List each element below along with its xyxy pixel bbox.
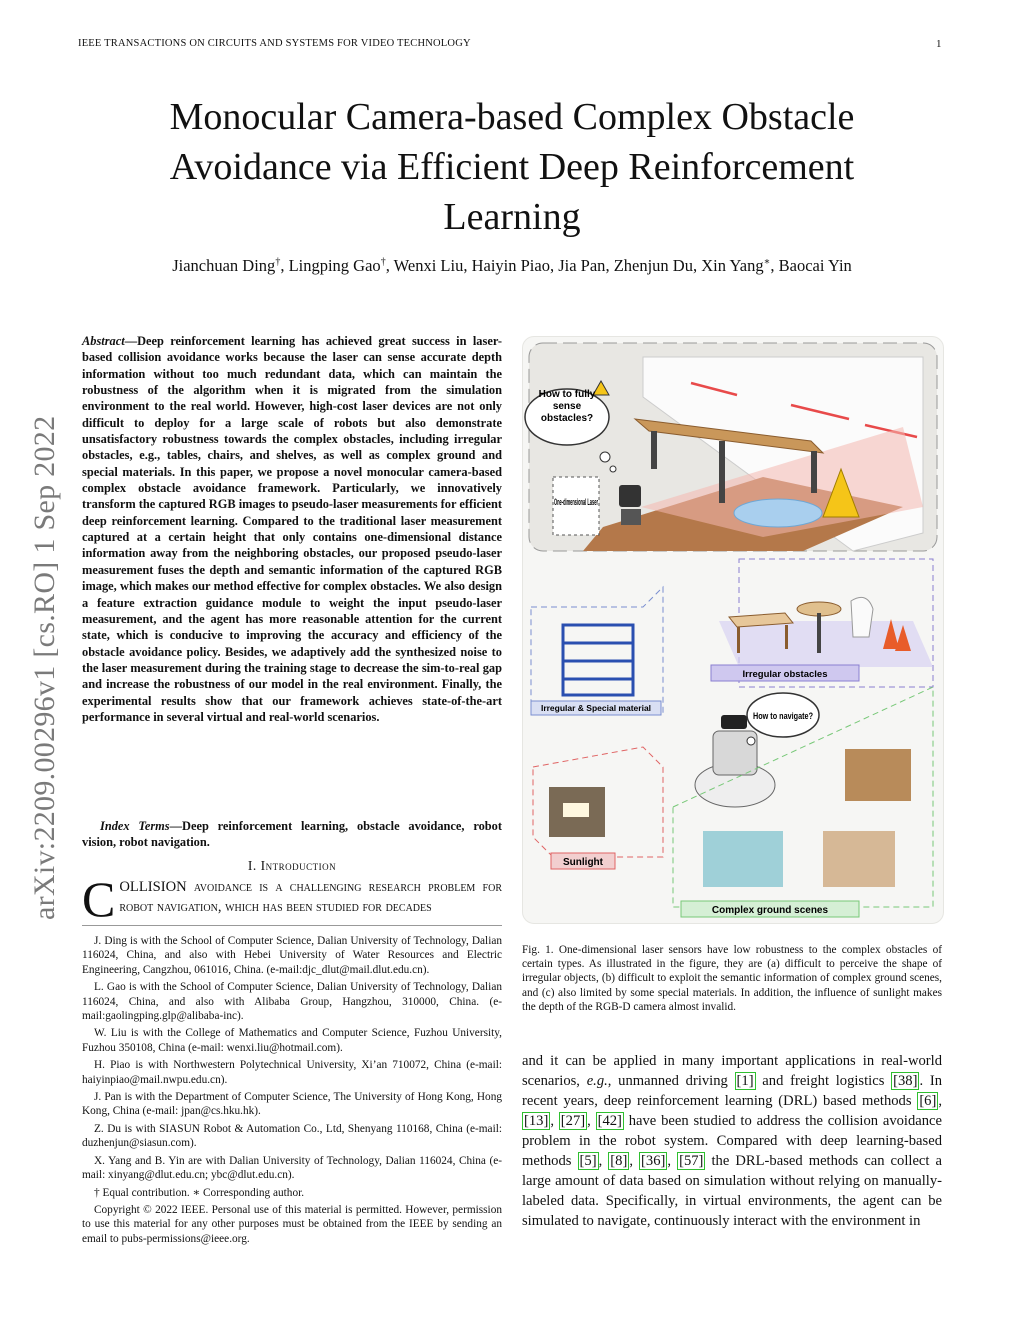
thought-dot — [600, 452, 610, 462]
bubble-sense-line: obstacles? — [540, 413, 594, 424]
citation-link[interactable]: [38] — [893, 1073, 918, 1089]
citation-link[interactable]: [8] — [610, 1153, 628, 1169]
bubble-navigate-text: How to navigate? — [753, 711, 814, 722]
footnote: H. Piao is with Northwestern Polytechnical University, Xi’an 710072, China (e-mail: haiyinpiao@mail.nwpu.edu.cn). — [82, 1059, 502, 1086]
pool-photo — [703, 831, 783, 887]
citation-link[interactable]: [27] — [560, 1113, 586, 1129]
ground-label: Complex ground scenes — [711, 905, 829, 916]
author-name: Haiyin Piao — [471, 256, 550, 275]
table-leg — [811, 451, 817, 493]
bubble-sense-line: sense — [552, 401, 582, 412]
laser-label-text: One-dimensional Laser — [554, 497, 599, 507]
footnote: X. Yang and B. Yin are with Dalian University of Technology, Dalian 116024, China (e-mail: xinyang@dlut.edu.cn; ybc@dlut.edu.cn). — [82, 1154, 502, 1182]
abstract-text: —Deep reinforcement learning has achieved great success in laser-based collision avoidance works because the laser can sense accurate depth information without too much redundant data, which can maintain the robustness of the algorithm when it is migrated from the simulation environment to the real world. However, high-cost laser devices are not only difficult to deploy for a large scale of robots but also demonstrate unsatisfactory robustness towards the complex obstacles, including irregular obstacles, e.g., tables, chairs, and shelves, as well as complex ground and special materials. In this paper, we propose a novel monocular camera-based complex obstacle avoidance framework. Particularly, we innovatively transform the captured RGB images to pseudo-laser measurements for efficient deep reinforcement learning. Compared to the traditional laser measurement captured at a certain height that only contains one-dimensional distance information away from the neighboring obstacles, our proposed pseudo-laser measurement fuses the depth and semantic information of the captured RGB image, which makes our method effective for complex obstacles. We also design a feature extraction guidance module to weight the input pseudo-laser measurement, and the agent has more reasonable attention for the current state, which is conducive to improving the accuracy and efficiency of the obstacle avoidance policy. Besides, we adaptively add the synthesized noise to the laser measurement during the training stage to decrease the sim-to-real gap and increase the robustness of our model in the real environment. Finally, the experimental results show that our framework achieves state-of-the-art performance in several virtual and real-world scenarios. — [82, 334, 502, 724]
running-header: IEEE TRANSACTIONS ON CIRCUITS AND SYSTEMS FOR VIDEO TECHNOLOGY — [78, 38, 471, 49]
body-text: , — [667, 1153, 678, 1169]
index-terms-text: —Deep reinforcement learning, obstacle avoidance, robot vision, robot navigation. — [82, 819, 503, 850]
body-text: , unmanned driving — [607, 1073, 735, 1089]
abstract — [82, 333, 502, 725]
drop-cap: C — [82, 871, 116, 927]
table-pole — [817, 613, 821, 653]
body-text: the DRL-based methods can collect a large amount of data based on simulation without relying on manually-labeled data. Specifically, in virtual environments, the agent can be simulated to navigate, continuously interact with the environment in — [522, 1153, 942, 1229]
caption-text: One-dimensional laser sensors have low robustness to the complex obstacles of certain types. As illustrated in the figure, they are (a) difficult to perceive the shape of irregular objects, (b) difficult to exploit the semantic information of complex ground scenes, and (c) also limited by some special materials. In addition, the influence of sunlight makes the depth of the RGB-D camera almost invalid. — [522, 944, 942, 1013]
author-name: Lingping Gao — [288, 256, 381, 275]
title-line: Avoidance via Efficient Deep Reinforcement — [169, 146, 855, 188]
sunlight-label: Sunlight — [563, 857, 603, 868]
author-name: Jianchuan Ding — [172, 256, 276, 275]
special-label: Irregular & Special material — [540, 703, 652, 713]
index-terms-label: Index Terms — [100, 819, 170, 833]
laser-sensor-base — [621, 509, 641, 525]
caption-label: Fig. 1. — [522, 944, 554, 956]
footnote: J. Pan is with the Department of Computer Science, The University of Hong Kong, Hong Kong, China (e-mail: jpan@cs.hku.hk). — [82, 1091, 502, 1118]
author-name: Xin Yang — [701, 256, 764, 275]
citation-link[interactable]: [42] — [597, 1113, 622, 1129]
arxiv-stamp: arXiv:2209.00296v1 [cs.RO] 1 Sep 2022 — [28, 415, 61, 920]
robot-camera-icon — [721, 715, 747, 729]
author-mark: ∗ — [763, 256, 771, 268]
body-text: and it can be applied in many important applications in real-world scenarios, — [522, 1053, 942, 1089]
figure-illustration — [523, 337, 943, 923]
page-number: 1 — [936, 38, 942, 50]
body-text-em: e.g. — [586, 1073, 608, 1089]
footnote: Z. Du is with SIASUN Robot & Automation Co., Ltd, Shenyang 110168, China (e-mail: duzhenjun@siasun.com). — [82, 1122, 502, 1150]
footnote: J. Ding is with the School of Computer Science, Dalian University of Technology, Dalian 116024, China, and also with Hebei University of Water Resources and Electric Engineering, Cangzhou, 061016, China. (e-mail:djc_dlut@mail.dlut.edu.cn). — [82, 935, 502, 976]
citation-link[interactable]: [1] — [736, 1073, 754, 1089]
body-text: , — [938, 1093, 942, 1109]
footnote: W. Liu is with the College of Mathematics and Computer Science, Fuzhou University, Fuzhou 350108, China (e-mail: wenxi.liu@hotmail.com). — [82, 1027, 502, 1054]
citation-link[interactable]: [13] — [524, 1113, 549, 1129]
figure-caption — [522, 943, 942, 1014]
body-text: , — [587, 1113, 596, 1129]
author-name: Zhenjun Du — [613, 256, 693, 275]
author-list: Jianchuan Ding†, Lingping Gao†, Wenxi Liu, Haiyin Piao, Jia Pan, Zhenjun Du, Xin Yang∗, Baocai Yin — [172, 256, 852, 275]
section-number: I. — [247, 858, 257, 873]
intro-text: OLLISION avoidance is a challenging research problem for robot navigation, which has been studied for decades — [119, 879, 502, 915]
body-text: have been studied to address the collision avoidance problem in the robot system. Compared with deep learning-based methods — [522, 1113, 943, 1169]
thought-dot — [747, 737, 755, 745]
footnote: Copyright © 2022 IEEE. Personal use of this material is permitted. However, permission to use this material for any other purposes must be obtained from the IEEE by sending an email to pubs-permissions@ieee.org. — [82, 1203, 502, 1245]
author-name: Jia Pan — [558, 256, 606, 275]
citation-link[interactable]: [57] — [679, 1153, 704, 1169]
water-puddle — [734, 499, 822, 527]
table-leg — [737, 627, 740, 653]
footnotes — [82, 934, 502, 1249]
title-line: Monocular Camera-based Complex Obstacle — [169, 96, 855, 138]
citation-link[interactable]: [5] — [579, 1153, 597, 1169]
section-heading — [82, 858, 502, 874]
paper-title — [60, 92, 964, 242]
table-leg — [719, 441, 725, 503]
footnote: † Equal contribution. ∗ Corresponding author. — [94, 1186, 305, 1199]
body-text: , — [598, 1153, 609, 1169]
sunlight-patch — [563, 803, 589, 817]
thought-dot — [610, 466, 616, 472]
irregular-label: Irregular obstacles — [742, 669, 828, 680]
section-title: Introduction — [260, 858, 337, 873]
citation-link[interactable]: [36] — [641, 1153, 666, 1169]
author-name: Wenxi Liu — [393, 256, 464, 275]
floor-photo — [823, 831, 895, 887]
body-text: . In recent years, deep reinforcement learning (DRL) based methods — [522, 1073, 942, 1109]
ground-photo — [845, 749, 911, 801]
body-text: , — [629, 1153, 640, 1169]
title-line: Learning — [443, 196, 581, 238]
body-text-right — [522, 1051, 942, 1231]
figure-1 — [522, 336, 944, 924]
intro-paragraph — [82, 871, 502, 927]
table-leg — [651, 431, 657, 469]
white-chair — [851, 597, 873, 637]
footnote: L. Gao is with the School of Computer Science, Dalian University of Technology, Dalian 116024, China, and also with Alibaba Group, Hangzhou, 310000, China. (e-mail:gaolingping.glp@alibaba-inc). — [82, 981, 502, 1023]
index-terms — [82, 818, 502, 851]
author-mark: † — [275, 256, 281, 268]
author-mark: † — [380, 256, 386, 268]
laser-sensor-icon — [619, 485, 641, 507]
body-text: , — [550, 1113, 559, 1129]
citation-link[interactable]: [6] — [919, 1093, 937, 1109]
footnote-rule — [82, 925, 502, 926]
author-name: Baocai Yin — [778, 256, 852, 275]
abstract-label: Abstract — [82, 334, 125, 348]
bubble-sense-line: How to fully — [538, 389, 596, 400]
body-text: and freight logistics — [755, 1073, 892, 1089]
table-leg — [785, 625, 788, 649]
